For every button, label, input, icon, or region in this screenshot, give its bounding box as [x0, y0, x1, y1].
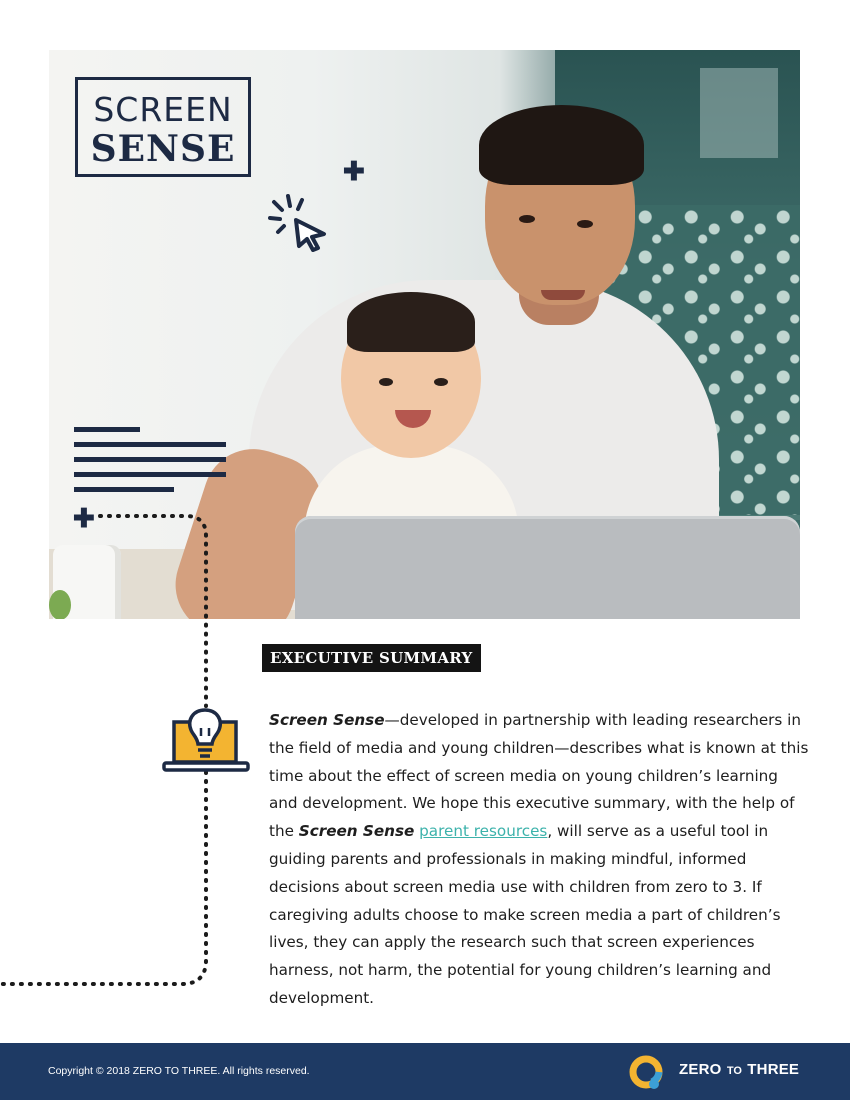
- parent-resources-link[interactable]: parent resources: [419, 822, 548, 841]
- zero-to-three-wordmark: [679, 1061, 799, 1078]
- logo-word-to: TO: [726, 1065, 742, 1077]
- baby-hair: [347, 292, 475, 352]
- baby-eye-left: [379, 378, 393, 386]
- father-eye-left: [519, 215, 535, 223]
- plant: [49, 590, 71, 619]
- summary-text-part2: , will serve as a useful tool in guiding parents and professionals in making mindful, informed decisions about screen media use with children from zero to 3. If caregiving adults choose to make screen media a part of children’s lives, they can apply the research such that screen experiences harness, not harm, the potential for young children’s learning and development.: [269, 822, 781, 1007]
- logo-word-zero: ZERO: [679, 1061, 722, 1078]
- screen-sense-logo: [75, 77, 251, 177]
- father-hair: [479, 105, 644, 185]
- baby-eye-right: [434, 378, 448, 386]
- summary-title-2: Screen Sense: [298, 822, 415, 841]
- footer: [0, 1043, 850, 1100]
- lightbulb-laptop-icon: [162, 706, 250, 776]
- summary-paragraph: [269, 707, 809, 1013]
- logo-line-sense: SENSE: [90, 128, 236, 170]
- window-pane: [700, 68, 778, 158]
- logo-word-three: THREE: [747, 1061, 800, 1078]
- text-lines-icon: [74, 427, 228, 502]
- zero-to-three-logo-icon: [628, 1052, 668, 1092]
- summary-text-part1: —developed in partnership with leading researchers in the field of media and young children—describes what is known at this time about the effect of screen media on young children’s learning and development. We hope this executive summary, with the help of the: [269, 711, 809, 841]
- plus-icon: ✚: [73, 503, 95, 533]
- laptop: [295, 516, 800, 619]
- section-tag: EXECUTIVE SUMMARY: [262, 644, 481, 672]
- summary-title: Screen Sense: [269, 711, 385, 729]
- copyright-text: Copyright © 2018 ZERO TO THREE. All rights reserved.: [48, 1065, 310, 1077]
- logo-line-screen: SCREEN: [93, 90, 233, 129]
- plus-icon: ✚: [343, 156, 365, 186]
- cursor-click-icon: [266, 192, 330, 252]
- father-smile: [541, 290, 585, 300]
- father-eye-right: [577, 220, 593, 228]
